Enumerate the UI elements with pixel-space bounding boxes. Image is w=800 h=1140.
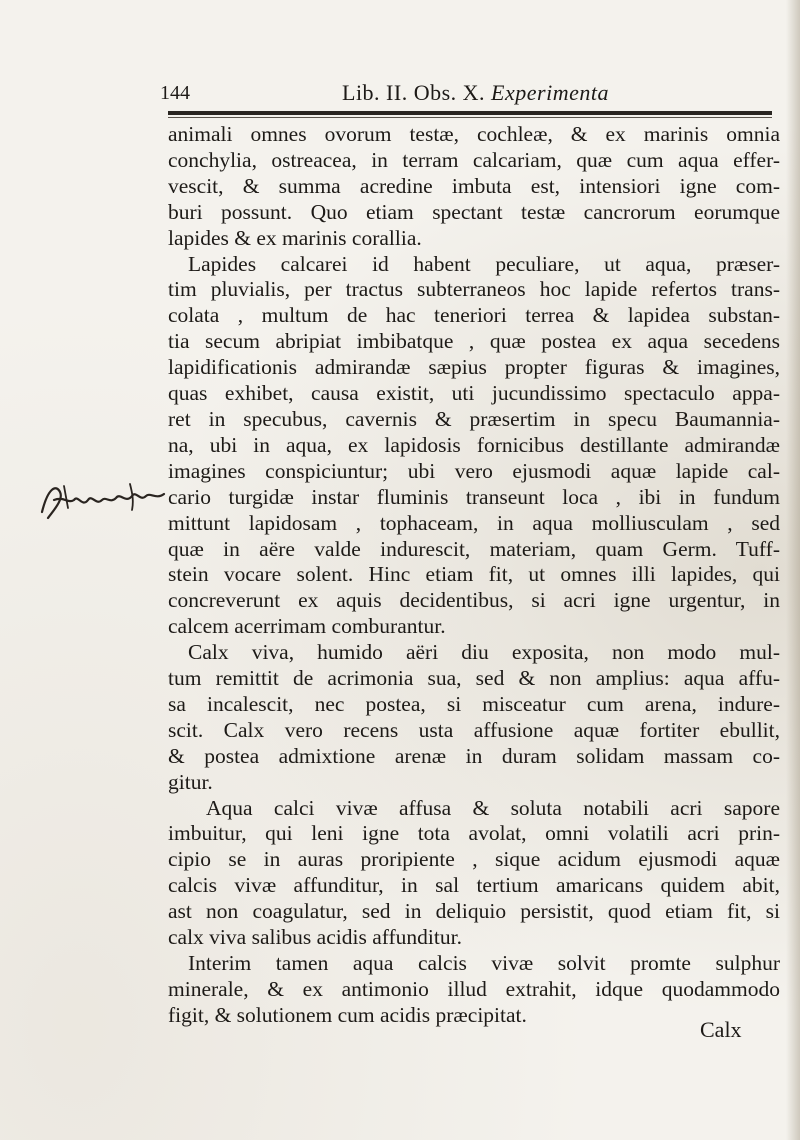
text-line: lapidificationis admirandæ sæpius propter figuras & imagines, [168,355,780,380]
text-line: imagines conspiciuntur; ubi vero ejusmodi aquæ lapide cal- [168,458,780,483]
running-head-title [342,78,609,108]
text-line: cario turgidæ instar fluminis transeunt loca , ibi in fundum [168,484,780,509]
text-line: ret in specubus, cavernis & præsertim in specu Baumannia- [168,406,780,431]
text-line: imbuitur, qui leni igne tota avolat, omni volatili acri prin- [168,821,780,846]
header-rule-thin [168,117,772,118]
handwritten-margin-note [34,478,174,522]
text-line: buri possunt. Quo etiam spectant testæ cancrorum eorumque [168,199,780,224]
running-head-prefix: Lib. II. Obs. X. [342,80,486,105]
text-line: Interim tamen aqua calcis vivæ solvit promte sulphur [188,951,780,975]
text-line: gitur. [168,769,213,794]
text-line: concreverunt ex aquis decidentibus, si acri igne urgentur, in [168,588,780,613]
running-head-italic: Experimenta [491,80,609,105]
text-line: ast non coagulatur, sed in deliquio persistit, quod etiam fit, si [168,899,780,924]
running-head [160,78,770,108]
text-line: lapides & ex marinis corallia. [168,225,422,250]
text-line: minerale, & ex antimonio illud extrahit, idque quodammodo [168,976,780,1001]
text-line: tia secum abripiat imbibatque , quæ postea ex aqua secedens [168,329,780,354]
body-text [168,122,780,1029]
text-line: animali omnes ovorum testæ, cochleæ, & ex marinis omnia [168,122,780,146]
header-rule [168,111,772,115]
text-line: Lapides calcarei id habent peculiare, ut aqua, præser- [188,251,780,276]
text-line: cipio se in auras proripiente , sique acidum ejusmodi aquæ [168,847,780,872]
text-line: na, ubi in aqua, ex lapidosis fornicibus destillante admirandæ [168,432,780,457]
text-line: tum remittit de acrimonia sua, sed & non amplius: aqua affu- [168,666,780,691]
page-number: 144 [160,82,190,104]
text-line: vescit, & summa acredine imbuta est, intensiori igne com- [168,173,780,198]
text-line: & postea admixtione arenæ in duram solidam massam co- [168,743,780,768]
text-line: colata , multum de hac teneriori terrea & lapidea substan- [168,303,780,328]
text-line: quas exhibet, causa existit, uti jucundissimo spectaculo appa- [168,381,780,406]
text-line: quæ in aëre valde indurescit, materiam, quam Germ. Tuff- [168,536,780,561]
page-edge-shadow [786,0,800,1140]
catchword: Calx [700,1017,742,1042]
text-line: mittunt lapidosam , tophaceam, in aqua molliusculam , sed [168,510,780,535]
text-line: calcis vivæ affunditur, in sal tertium amaricans quidem abit, [168,873,780,898]
text-line: tim pluvialis, per tractus subterraneos hoc lapide refertos trans- [168,277,780,302]
text-line: scit. Calx vero recens usta affusione aquæ fortiter ebullit, [168,717,780,742]
text-line: figit, & solutionem cum acidis præcipitat. [168,1002,527,1027]
text-line: stein vocare solent. Hinc etiam fit, ut omnes illi lapides, qui [168,562,780,587]
text-line: Calx viva, humido aëri diu exposita, non modo mul- [188,640,780,665]
text-line: conchylia, ostreacea, in terram calcariam, quæ cum aqua effer- [168,147,780,172]
text-line: calcem acerrimam comburantur. [168,614,446,639]
text-line: Aqua calci vivæ affusa & soluta notabili acri sapore [206,795,780,820]
text-line: calx viva salibus acidis affunditur. [168,925,462,950]
text-line: sa incalescit, nec postea, si misceatur cum arena, indure- [168,691,780,716]
